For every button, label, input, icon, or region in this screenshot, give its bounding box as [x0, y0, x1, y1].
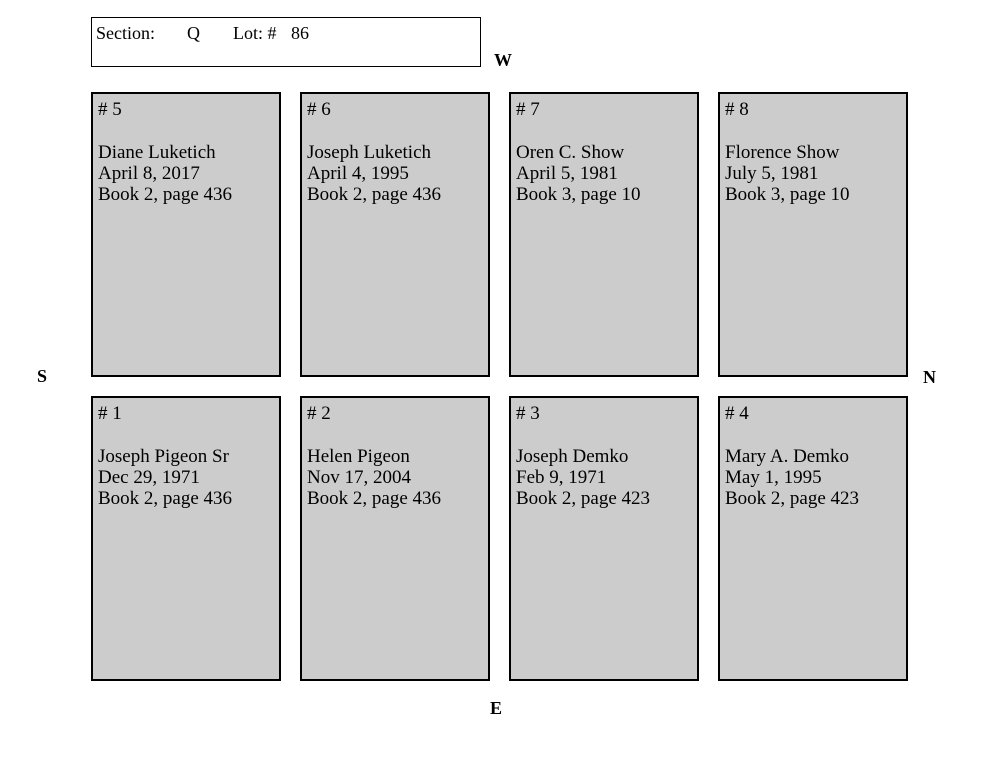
plot-8 — [718, 92, 908, 377]
plot-name: Helen Pigeon — [307, 446, 410, 467]
plot-number: # 1 — [98, 403, 122, 424]
plot-7 — [509, 92, 699, 377]
plot-number: # 8 — [725, 99, 749, 120]
plot-book-ref: Book 2, page 436 — [98, 184, 233, 205]
plot-6 — [300, 92, 490, 377]
plot-2 — [300, 396, 490, 681]
plot-book-ref: Book 3, page 10 — [725, 184, 850, 205]
section-value: Q — [187, 23, 200, 43]
plot-number: # 4 — [725, 403, 749, 424]
plot-5 — [91, 92, 281, 377]
compass-south-label: S — [37, 366, 48, 386]
lot-label: Lot: # — [233, 23, 277, 43]
plot-book-ref: Book 2, page 436 — [307, 184, 442, 205]
plot-number: # 7 — [516, 99, 540, 120]
plot-name: Joseph Pigeon Sr — [98, 446, 229, 467]
plot-book-ref: Book 2, page 436 — [307, 488, 442, 509]
plot-date: April 5, 1981 — [516, 163, 618, 184]
plot-name: Joseph Luketich — [307, 142, 432, 163]
plot-date: April 8, 2017 — [98, 163, 200, 184]
plot-date: April 4, 1995 — [307, 163, 409, 184]
plot-name: Joseph Demko — [516, 446, 629, 467]
plot-number: # 6 — [307, 99, 331, 120]
plot-date: Feb 9, 1971 — [516, 467, 607, 488]
compass-west-label: W — [494, 50, 512, 70]
plot-number: # 5 — [98, 99, 122, 120]
plot-1 — [91, 396, 281, 681]
plot-name: Diane Luketich — [98, 142, 216, 163]
plot-name: Oren C. Show — [516, 142, 625, 163]
plot-date: May 1, 1995 — [725, 467, 822, 488]
plot-date: Dec 29, 1971 — [98, 467, 200, 488]
plot-book-ref: Book 2, page 423 — [516, 488, 651, 509]
plot-number: # 2 — [307, 403, 331, 424]
plot-4 — [718, 396, 908, 681]
plot-book-ref: Book 2, page 423 — [725, 488, 860, 509]
section-lot-box — [91, 17, 481, 67]
lot-value: 86 — [291, 23, 309, 43]
plot-name: Florence Show — [725, 142, 840, 163]
plot-book-ref: Book 2, page 436 — [98, 488, 233, 509]
plot-book-ref: Book 3, page 10 — [516, 184, 641, 205]
plot-date: Nov 17, 2004 — [307, 467, 411, 488]
compass-north-label: N — [923, 367, 936, 387]
compass-east-label: E — [490, 698, 503, 718]
plot-name: Mary A. Demko — [725, 446, 850, 467]
plot-number: # 3 — [516, 403, 540, 424]
section-label: Section: — [96, 23, 155, 43]
plot-3 — [509, 396, 699, 681]
plot-date: July 5, 1981 — [725, 163, 819, 184]
